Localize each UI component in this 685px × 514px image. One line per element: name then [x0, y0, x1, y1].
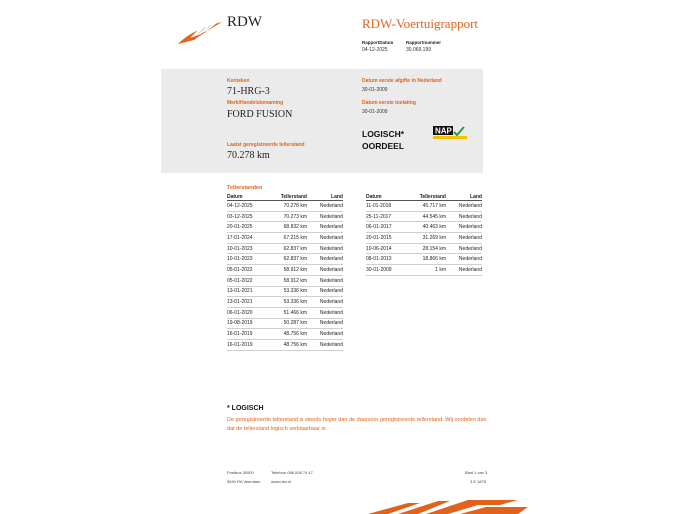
- cell-tellerstand: 50.287 km: [263, 318, 310, 329]
- table-row: [227, 222, 343, 233]
- cell-datum: 05-01-2022: [227, 275, 263, 286]
- cell-land: Nederland: [449, 254, 482, 265]
- footer-code: 3 E 1878: [470, 479, 487, 484]
- cell-datum: 04-12-2025: [227, 201, 263, 212]
- cell-land: Nederland: [310, 233, 343, 244]
- cell-datum: 11-01-2018: [366, 201, 402, 212]
- cell-land: Nederland: [449, 211, 482, 222]
- cell-land: Nederland: [449, 222, 482, 233]
- footer-postbus: Postbus 30000: [227, 470, 254, 475]
- table-row: [227, 307, 343, 318]
- rapport-nummer-value: 30.069.199: [406, 47, 432, 53]
- table-row: [366, 211, 482, 222]
- table-row: [366, 222, 482, 233]
- cell-datum: 17-01-2024: [227, 233, 263, 244]
- eerste-toelating-value: 30-01-2009: [362, 109, 388, 115]
- tellerstand-label: Laatst geregistreerde tellerstand: [227, 142, 305, 148]
- kenteken-label: Kenteken: [227, 78, 250, 84]
- table-row: [227, 233, 343, 244]
- cell-land: Nederland: [310, 222, 343, 233]
- cell-datum: 30-01-2009: [366, 265, 402, 276]
- rapport-nummer-label: Rapportnummer: [406, 40, 442, 45]
- rapport-datum-label: RapportDatum: [362, 40, 394, 45]
- rapport-datum-value: 04-12-2025: [362, 47, 388, 53]
- logisch-explanation: De geregistreerde tellerstand is steeds hoger dan de daarvoor geregistreerde tellerstand. Wij oordelen dan dat de tellerstand logisch verklaarbaar is.: [227, 417, 487, 432]
- cell-tellerstand: 51.466 km: [263, 307, 310, 318]
- cell-tellerstand: 1 km: [402, 265, 449, 276]
- cell-land: Nederland: [449, 243, 482, 254]
- cell-tellerstand: 67.215 km: [263, 233, 310, 244]
- cell-tellerstand: 70.273 km: [263, 211, 310, 222]
- cell-tellerstand: 40.463 km: [402, 222, 449, 233]
- oordeel-text: [362, 128, 412, 152]
- cell-land: Nederland: [310, 318, 343, 329]
- header-tellerstand: Tellerstand: [263, 193, 310, 201]
- footer-web[interactable]: www.rdw.nl: [271, 479, 292, 484]
- cell-datum: 05-01-2022: [227, 265, 263, 276]
- cell-land: Nederland: [310, 297, 343, 308]
- oordeel-line1: LOGISCH*: [362, 129, 405, 139]
- cell-datum: 13-01-2021: [227, 286, 263, 297]
- table-row: [227, 265, 343, 276]
- eerste-afgifte-value: 30-01-2009: [362, 87, 388, 93]
- eerste-afgifte-label: Datum eerste afgifte in Nederland: [362, 78, 442, 84]
- nap-logo-text: NAP: [435, 126, 452, 136]
- table-row: [227, 339, 343, 350]
- table-row: [366, 243, 482, 254]
- table-row: [366, 233, 482, 244]
- table-row: [227, 243, 343, 254]
- cell-datum: 10-01-2023: [227, 243, 263, 254]
- table-row: [227, 254, 343, 265]
- cell-tellerstand: 45.717 km: [402, 201, 449, 212]
- table-header-row: [227, 193, 343, 201]
- eerste-toelating-label: Datum eerste toelating: [362, 100, 416, 106]
- footer-telefoon: Telefoon 088 008 74 47: [271, 470, 313, 475]
- cell-tellerstand: 48.756 km: [263, 339, 310, 350]
- cell-tellerstand: 53.336 km: [263, 286, 310, 297]
- table-header-row: [366, 193, 482, 201]
- merk-label: Merk/Handelsbenaming: [227, 100, 284, 106]
- header-datum: Datum: [227, 193, 263, 201]
- table-row: [227, 318, 343, 329]
- cell-datum: 06-01-2017: [366, 222, 402, 233]
- tellerstanden-table-right: [366, 193, 482, 276]
- header-datum: Datum: [366, 193, 402, 201]
- merk-value: FORD FUSION: [227, 109, 293, 120]
- header-land: Land: [449, 193, 482, 201]
- cell-land: Nederland: [449, 233, 482, 244]
- cell-tellerstand: 18.866 km: [402, 254, 449, 265]
- table-row: [366, 265, 482, 276]
- cell-land: Nederland: [310, 201, 343, 212]
- cell-datum: 16-01-2019: [227, 329, 263, 340]
- tellerstanden-title: Tellerstanden: [227, 185, 263, 191]
- table-row: [366, 254, 482, 265]
- logisch-title: * LOGISCH: [227, 405, 264, 412]
- cell-tellerstand: 58.912 km: [263, 265, 310, 276]
- cell-datum: 16-01-2019: [227, 339, 263, 350]
- cell-tellerstand: 62.837 km: [263, 243, 310, 254]
- cell-datum: 20-01-2025: [227, 222, 263, 233]
- cell-tellerstand: 48.756 km: [263, 329, 310, 340]
- cell-tellerstand: 58.912 km: [263, 275, 310, 286]
- table-row: [227, 297, 343, 308]
- document-title: RDW-Voertuigrapport: [362, 16, 479, 31]
- tellerstanden-table-left: [227, 193, 343, 351]
- cell-tellerstand: 68.832 km: [263, 222, 310, 233]
- footer-blad: Blad 1 van 3: [465, 470, 488, 475]
- cell-land: Nederland: [310, 286, 343, 297]
- tellerstand-value: 70.278 km: [227, 150, 270, 161]
- cell-land: Nederland: [310, 211, 343, 222]
- cell-land: Nederland: [310, 243, 343, 254]
- cell-tellerstand: 44.545 km: [402, 211, 449, 222]
- rdw-logo-icon: [176, 18, 224, 46]
- cell-land: Nederland: [449, 265, 482, 276]
- cell-land: Nederland: [449, 201, 482, 212]
- brand-name: RDW: [227, 14, 262, 30]
- cell-tellerstand: 53.336 km: [263, 297, 310, 308]
- cell-land: Nederland: [310, 275, 343, 286]
- table-row: [227, 275, 343, 286]
- cell-datum: 25-11-2017: [366, 211, 402, 222]
- cell-datum: 03-12-2025: [227, 211, 263, 222]
- cell-land: Nederland: [310, 254, 343, 265]
- table-row: [227, 329, 343, 340]
- vehicle-panel: [161, 69, 483, 173]
- cell-datum: 13-01-2021: [227, 297, 263, 308]
- cell-land: Nederland: [310, 265, 343, 276]
- header-land: Land: [310, 193, 343, 201]
- oordeel-line2: OORDEEL: [362, 141, 405, 151]
- cell-datum: 10-01-2023: [227, 254, 263, 265]
- nap-logo-icon: [433, 126, 467, 139]
- cell-tellerstand: 28.154 km: [402, 243, 449, 254]
- cell-datum: 20-01-2015: [366, 233, 402, 244]
- cell-tellerstand: 62.837 km: [263, 254, 310, 265]
- cell-land: Nederland: [310, 339, 343, 350]
- footer-plaats: 9640 RA Veendam: [227, 479, 261, 484]
- table-row: [227, 201, 343, 212]
- cell-land: Nederland: [310, 329, 343, 340]
- header-tellerstand: Tellerstand: [402, 193, 449, 201]
- rdw-stripes-icon: [368, 497, 528, 514]
- table-row: [227, 286, 343, 297]
- kenteken-value: 71-HRG-3: [227, 86, 270, 97]
- cell-tellerstand: 70.278 km: [263, 201, 310, 212]
- cell-land: Nederland: [310, 307, 343, 318]
- cell-datum: 10-06-2014: [366, 243, 402, 254]
- cell-datum: 19-08-2019: [227, 318, 263, 329]
- cell-datum: 08-01-2013: [366, 254, 402, 265]
- table-row: [227, 211, 343, 222]
- cell-tellerstand: 31.269 km: [402, 233, 449, 244]
- table-row: [366, 201, 482, 212]
- cell-datum: 06-01-2020: [227, 307, 263, 318]
